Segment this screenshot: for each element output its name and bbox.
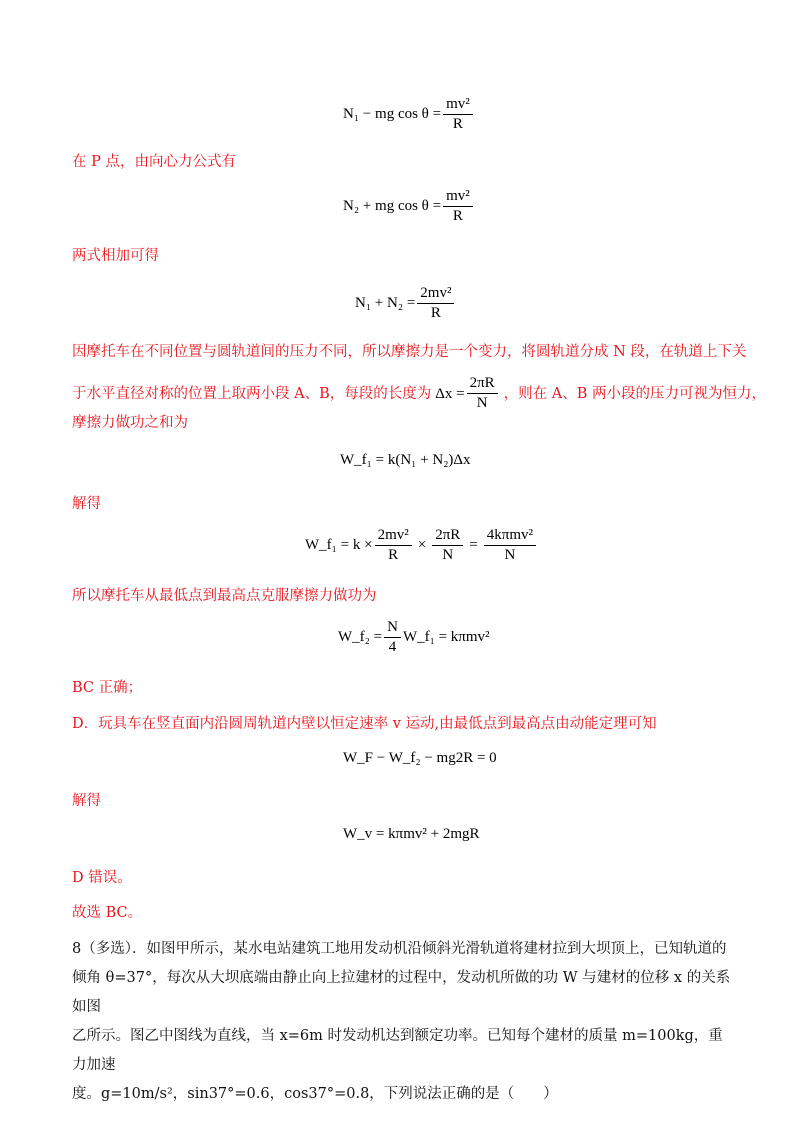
equation-work-v: W_v = kπmv² + 2mgR [343, 826, 480, 842]
equation-lhs: W_f₁ = k × [305, 537, 373, 553]
text-add-two: 两式相加可得 [72, 248, 159, 264]
fraction-numerator: 2mv² [417, 285, 454, 304]
text-answer: 故选 BC。 [72, 905, 143, 921]
text-solve-2: 解得 [72, 793, 101, 809]
fraction-numerator: 4kπmv² [484, 527, 536, 546]
equation-energy: W_F − W_f₂ − mg2R = 0 [343, 750, 497, 766]
equation-rhs: W_f₁ = kπmv² [402, 629, 490, 645]
fraction-numerator: N [384, 619, 401, 638]
equation-lhs: W_f₂ = [338, 629, 383, 645]
equation-delta-x [435, 375, 499, 412]
question-8 [72, 935, 732, 1109]
equation-work-f2 [338, 619, 490, 656]
fraction-denominator: 4 [388, 639, 397, 655]
text-p-point: 在 P 点，由向心力公式有 [72, 154, 236, 170]
equation-lhs: N₁ − mg cos θ = [343, 106, 442, 122]
equation-fraction [443, 96, 473, 133]
fraction-denominator: R [452, 208, 463, 224]
fraction-denominator: R [388, 547, 399, 563]
equation-fraction [443, 188, 473, 225]
fraction-denominator: R [452, 116, 463, 132]
equation-lhs: N₂ + mg cos θ = [343, 198, 442, 214]
fraction-numerator: 2πR [467, 375, 498, 394]
equation-work-f1-result [305, 527, 538, 564]
text-friction-line2 [72, 375, 766, 412]
fraction-denominator: N [504, 547, 516, 563]
equation-fraction [384, 619, 401, 656]
text-so-work: 所以摩托车从最低点到最高点克服摩擦力做功为 [72, 588, 377, 604]
text-friction-line2b: ，则在 A、B 两小段的压力可视为恒力， [503, 385, 767, 402]
equation-fraction [417, 285, 454, 322]
equation-n2 [343, 188, 475, 225]
fraction-numerator: mv² [443, 188, 473, 207]
text-solve-1: 解得 [72, 496, 101, 512]
fraction-numerator: 2mv² [375, 527, 412, 546]
text-friction-line1: 因摩托车在不同位置与圆轨道间的压力不同，所以摩擦力是一个变力，将圆轨道分成 N 段，在轨道上下关 [72, 344, 747, 360]
equation-fraction [484, 527, 536, 564]
equation-n1 [343, 96, 475, 133]
text-friction-line3: 摩擦力做功之和为 [72, 415, 188, 431]
question-8-line3: 乙所示。图乙中图线为直线，当 x=6m 时发动机达到额定功率。已知每个建材的质量 m=100kg，重力加速 [72, 1028, 723, 1073]
fraction-denominator: N [476, 395, 488, 411]
fraction-numerator: 2πR [432, 527, 463, 546]
equation-work-f1: W_f₁ = k(N₁ + N₂)Δx [340, 452, 471, 468]
equation-lhs: Δx = [435, 385, 465, 402]
text-friction-line2a: 于水平直径对称的位置上取两小段 A、B，每段的长度为 [72, 385, 432, 402]
text-bc-correct: BC 正确； [72, 680, 143, 696]
text-d-statement: D．玩具车在竖直面内沿圆周轨道内壁以恒定速率 v 运动,由最低点到最高点由动能定理可知 [72, 716, 657, 732]
equation-lhs: N₁ + N₂ = [355, 295, 416, 311]
equation-fraction [467, 375, 498, 412]
equals-sign: = [469, 537, 478, 553]
equation-sum [355, 285, 456, 322]
times-sign: × [417, 537, 427, 553]
question-8-line1: 8（多选）．如图甲所示，某水电站建筑工地用发动机沿倾斜光滑轨道将建材拉到大坝顶上，已知轨道的 [72, 941, 727, 957]
fraction-denominator: R [430, 305, 441, 321]
equation-fraction [432, 527, 463, 564]
question-8-line4: 度。g=10m/s²，sin37°=0.6，cos37°=0.8，下列说法正确的是（ ） [72, 1086, 558, 1102]
equation-fraction [375, 527, 412, 564]
fraction-numerator: mv² [443, 96, 473, 115]
question-8-line2: 倾角 θ=37°，每次从大坝底端由静止向上拉建材的过程中，发动机所做的功 W 与建材的位移 x 的关系如图 [72, 970, 731, 1015]
fraction-denominator: N [442, 547, 454, 563]
text-d-wrong: D 错误。 [72, 870, 132, 886]
